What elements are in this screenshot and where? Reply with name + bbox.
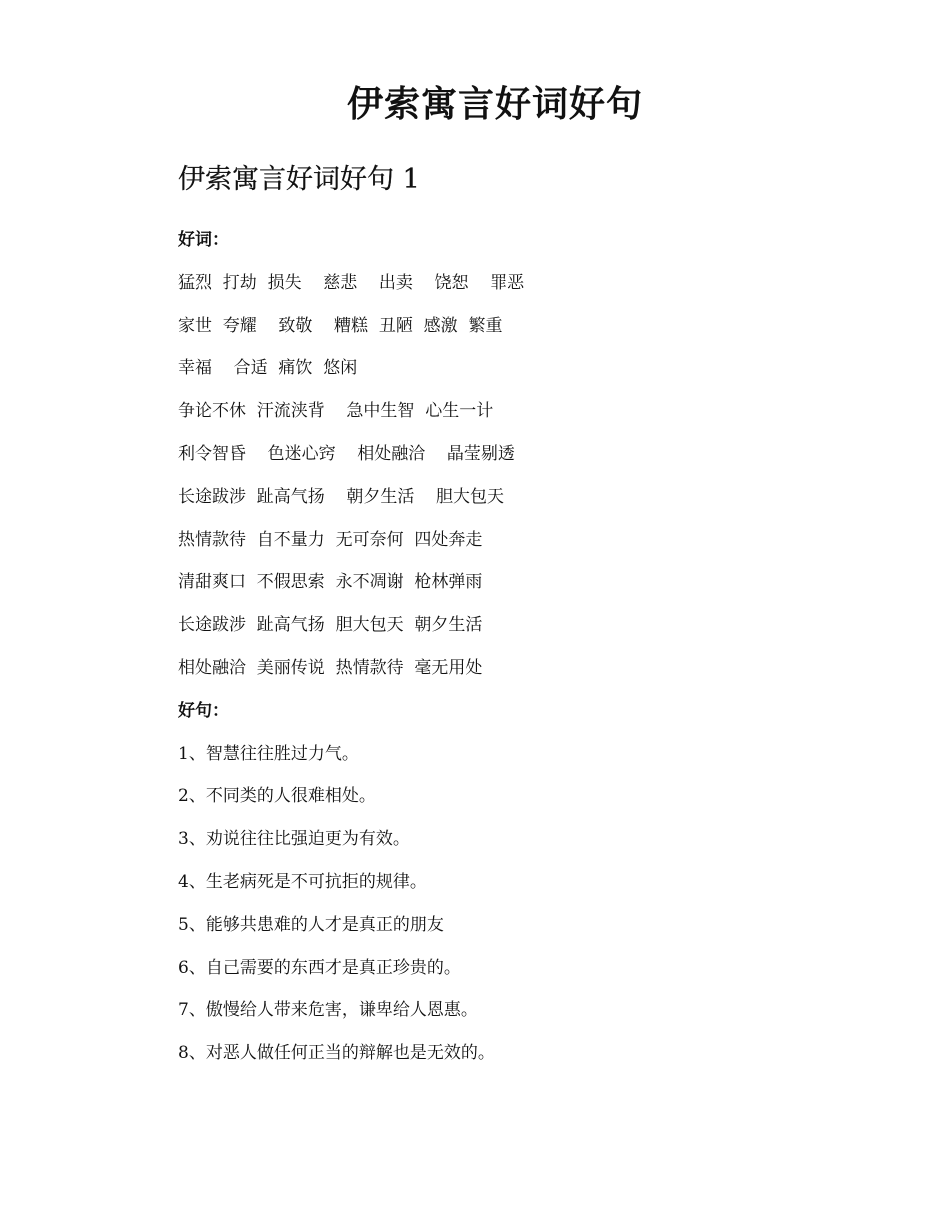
word-line: 猛烈 打劫 损失 慈悲 出卖 饶恕 罪恶	[178, 272, 525, 293]
sentence-item: 4、生老病死是不可抗拒的规律。	[178, 871, 427, 892]
sentence-item: 2、不同类的人很难相处。	[178, 786, 376, 807]
word-line: 清甜爽口 不假思索 永不凋谢 枪林弹雨	[178, 572, 483, 593]
sentence-item: 7、傲慢给人带来危害，谦卑给人恩惠。	[178, 1000, 478, 1021]
word-line: 幸福 合适 痛饮 悠闲	[178, 358, 358, 379]
document-title: 伊索寓言好词好句	[346, 83, 643, 125]
word-line: 利令智昏 色迷心窍 相处融洽 晶莹剔透	[178, 443, 515, 464]
sentences-label: 好句：	[178, 700, 229, 721]
sentence-item: 8、对恶人做任何正当的辩解也是无效的。	[178, 1043, 495, 1064]
word-line: 争论不休 汗流浃背 急中生智 心生一计	[178, 401, 494, 422]
sentence-list	[178, 733, 828, 1075]
word-line: 热情款待 自不量力 无可奈何 四处奔走	[178, 529, 483, 550]
words-label: 好词：	[178, 230, 229, 250]
sentence-item: 3、劝说往往比强迫更为有效。	[178, 829, 410, 850]
word-line: 家世 夸耀 致敬 糟糕 丑陋 感激 繁重	[178, 315, 503, 336]
document-body	[178, 219, 828, 1075]
word-list	[178, 262, 828, 690]
sentence-item: 1、智慧往往胜过力气。	[178, 743, 359, 764]
section-heading: 伊索寓言好词好句 1	[178, 164, 420, 195]
word-line: 长途跋涉 趾高气扬 胆大包天 朝夕生活	[178, 615, 483, 636]
sentence-item: 5、能够共患难的人才是真正的朋友	[178, 914, 444, 935]
sentence-item: 6、自己需要的东西才是真正珍贵的。	[178, 957, 461, 978]
word-line: 相处融洽 美丽传说 热情款待 毫无用处	[178, 657, 483, 678]
word-line: 长途跋涉 趾高气扬 朝夕生活 胆大包天	[178, 486, 505, 507]
